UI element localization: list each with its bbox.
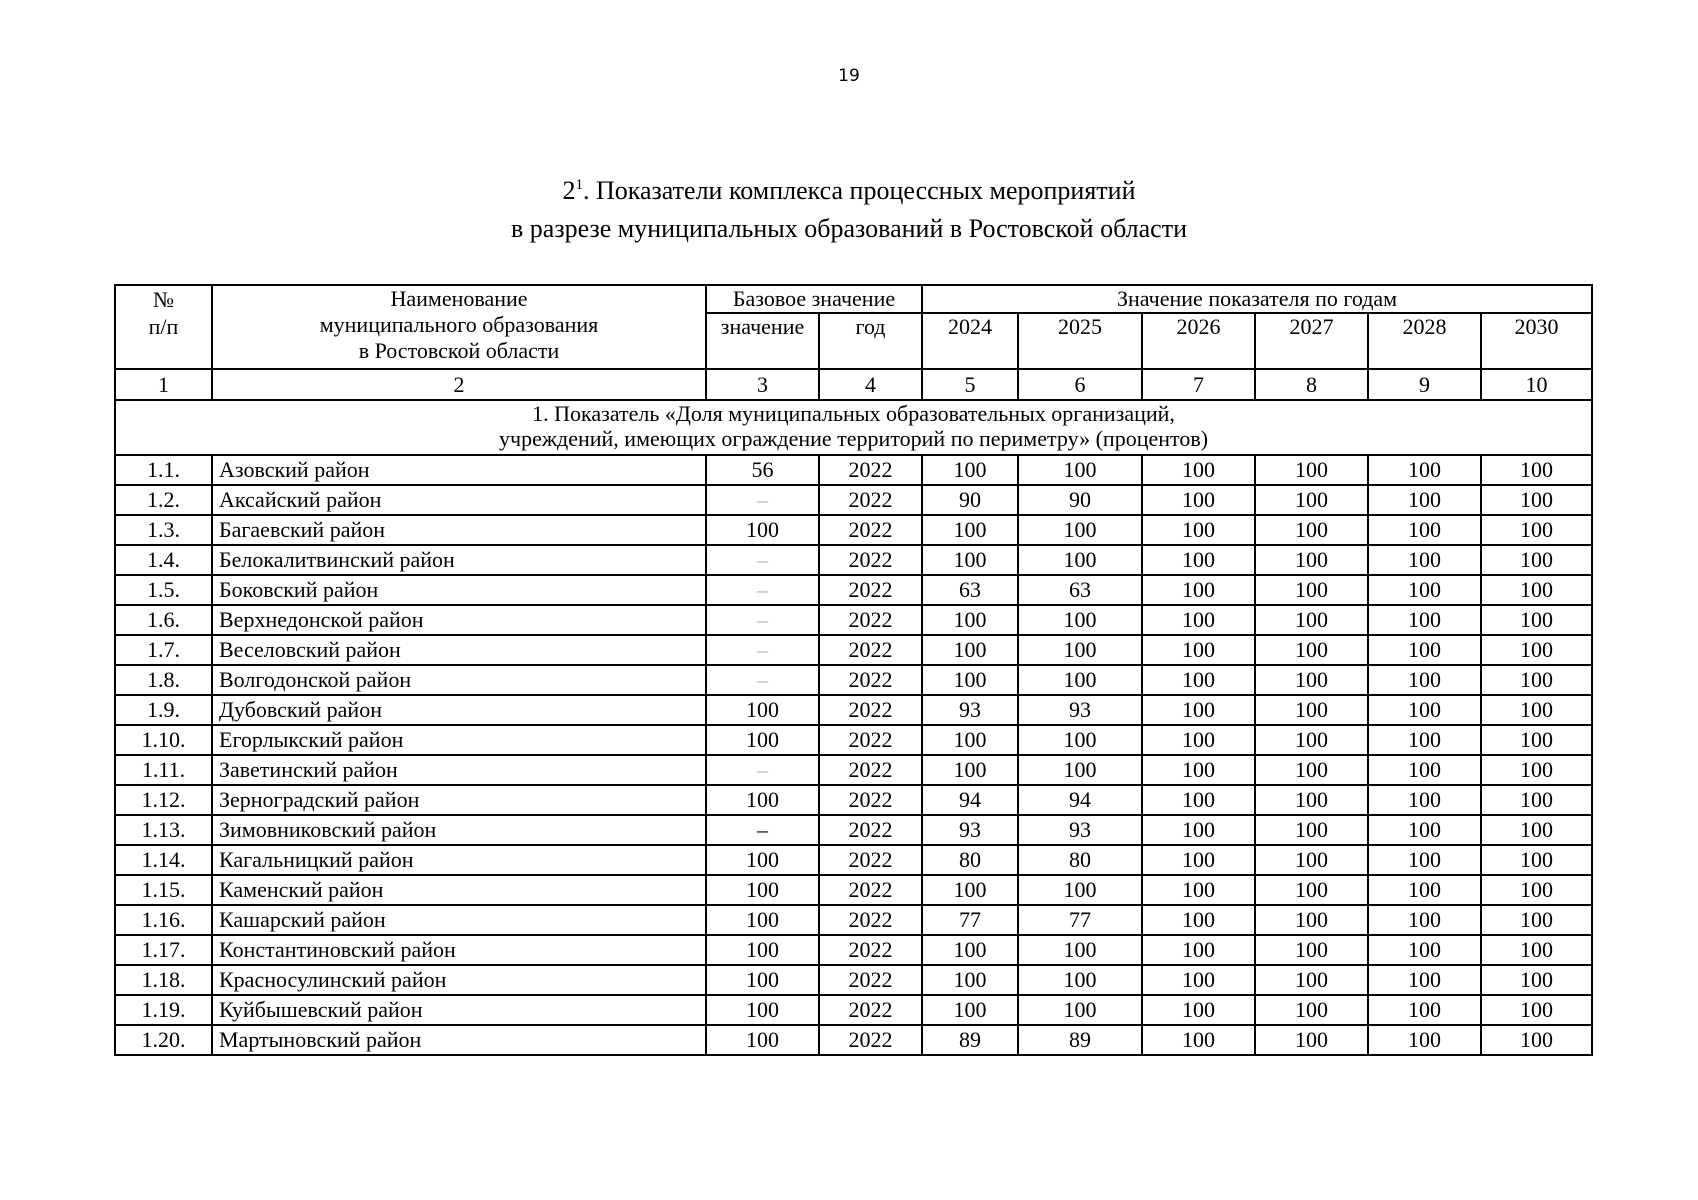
table-row	[115, 485, 1592, 515]
year-value: 63	[922, 575, 1018, 605]
year-value: 100	[1142, 815, 1255, 845]
municipality-name: Веселовский район	[212, 635, 706, 665]
year-value: 100	[1481, 665, 1592, 695]
column-number: 5	[922, 369, 1018, 400]
header-year: 2028	[1368, 313, 1481, 369]
document-title	[0, 172, 1698, 248]
year-value: 100	[1018, 875, 1142, 905]
year-value: 100	[1142, 545, 1255, 575]
year-value: 100	[1255, 695, 1368, 725]
row-number: 1.18.	[115, 965, 212, 995]
year-value: 100	[922, 965, 1018, 995]
column-number: 1	[115, 369, 212, 400]
year-value: 100	[1481, 695, 1592, 725]
year-value: 100	[1255, 905, 1368, 935]
row-number: 1.4.	[115, 545, 212, 575]
header-row-1	[115, 285, 1592, 313]
municipality-name: Константиновский район	[212, 935, 706, 965]
base-year: 2022	[819, 725, 922, 755]
section-row	[115, 400, 1592, 455]
year-value: 93	[922, 815, 1018, 845]
title-prefix: 2	[562, 176, 576, 205]
year-value: 77	[922, 905, 1018, 935]
title-line-1-text: . Показатели комплекса процессных мероприятий	[582, 176, 1136, 205]
municipality-name: Кашарский район	[212, 905, 706, 935]
year-value: 100	[1255, 485, 1368, 515]
row-number: 1.9.	[115, 695, 212, 725]
year-value: 100	[1481, 995, 1592, 1025]
municipality-name: Кагальницкий район	[212, 845, 706, 875]
column-number: 8	[1255, 369, 1368, 400]
year-value: 100	[1368, 1025, 1481, 1055]
year-value: 100	[1142, 635, 1255, 665]
header-name	[212, 285, 706, 369]
year-value: 100	[1481, 965, 1592, 995]
municipality-name: Красносулинский район	[212, 965, 706, 995]
year-value: 100	[1018, 935, 1142, 965]
year-value: 93	[922, 695, 1018, 725]
year-value: 100	[1255, 725, 1368, 755]
year-value: 100	[1481, 1025, 1592, 1055]
year-value: 100	[1481, 515, 1592, 545]
year-value: 100	[1255, 875, 1368, 905]
row-number: 1.2.	[115, 485, 212, 515]
table-row	[115, 995, 1592, 1025]
year-value: 100	[1368, 995, 1481, 1025]
row-number: 1.17.	[115, 935, 212, 965]
base-year: 2022	[819, 635, 922, 665]
base-value: 100	[706, 785, 819, 815]
year-value: 63	[1018, 575, 1142, 605]
base-value: –	[706, 575, 819, 605]
year-value: 100	[922, 665, 1018, 695]
table-row	[115, 635, 1592, 665]
year-value: 100	[1368, 965, 1481, 995]
row-number: 1.20.	[115, 1025, 212, 1055]
base-year: 2022	[819, 875, 922, 905]
year-value: 100	[1368, 725, 1481, 755]
year-value: 100	[1255, 515, 1368, 545]
year-value: 93	[1018, 815, 1142, 845]
table-row	[115, 575, 1592, 605]
base-value: 100	[706, 1025, 819, 1055]
row-number: 1.12.	[115, 785, 212, 815]
column-number: 4	[819, 369, 922, 400]
year-value: 100	[1481, 455, 1592, 485]
header-year: 2026	[1142, 313, 1255, 369]
year-value: 100	[1368, 695, 1481, 725]
year-value: 94	[922, 785, 1018, 815]
table-row	[115, 905, 1592, 935]
year-value: 100	[922, 995, 1018, 1025]
municipality-name: Азовский район	[212, 455, 706, 485]
row-number: 1.1.	[115, 455, 212, 485]
base-year: 2022	[819, 455, 922, 485]
year-value: 100	[1368, 785, 1481, 815]
year-value: 100	[1255, 545, 1368, 575]
table-row	[115, 725, 1592, 755]
column-number: 7	[1142, 369, 1255, 400]
year-value: 100	[1481, 575, 1592, 605]
base-year: 2022	[819, 785, 922, 815]
year-value: 100	[1481, 815, 1592, 845]
year-value: 100	[1142, 575, 1255, 605]
year-value: 100	[1018, 605, 1142, 635]
year-value: 100	[1018, 995, 1142, 1025]
year-value: 100	[1142, 785, 1255, 815]
year-value: 100	[1368, 515, 1481, 545]
section-heading	[115, 400, 1592, 455]
year-value: 100	[1255, 965, 1368, 995]
title-line-1	[0, 172, 1698, 210]
year-value: 100	[1018, 635, 1142, 665]
municipality-name: Верхнедонской район	[212, 605, 706, 635]
municipality-name: Мартыновский район	[212, 1025, 706, 1055]
header-name-line-1: Наименование	[390, 286, 528, 311]
base-value: –	[706, 815, 819, 845]
year-value: 100	[1255, 785, 1368, 815]
row-number: 1.19.	[115, 995, 212, 1025]
municipality-name: Зимовниковский район	[212, 815, 706, 845]
year-value: 100	[1142, 1025, 1255, 1055]
year-value: 100	[1255, 575, 1368, 605]
year-value: 100	[1255, 935, 1368, 965]
year-value: 100	[1142, 995, 1255, 1025]
base-year: 2022	[819, 965, 922, 995]
municipality-name: Каменский район	[212, 875, 706, 905]
base-value: 100	[706, 965, 819, 995]
header-name-line-2: муниципального образования	[319, 312, 599, 337]
year-value: 100	[1255, 815, 1368, 845]
table-row	[115, 845, 1592, 875]
header-base-value: значение	[706, 313, 819, 369]
year-value: 100	[1255, 665, 1368, 695]
year-value: 100	[1018, 545, 1142, 575]
column-number-row	[115, 369, 1592, 400]
table-row	[115, 1025, 1592, 1055]
year-value: 100	[922, 755, 1018, 785]
year-value: 100	[1481, 905, 1592, 935]
year-value: 80	[922, 845, 1018, 875]
year-value: 100	[1142, 725, 1255, 755]
year-value: 100	[1255, 605, 1368, 635]
year-value: 100	[922, 725, 1018, 755]
year-value: 100	[1142, 845, 1255, 875]
year-value: 100	[1368, 815, 1481, 845]
year-value: 100	[1255, 635, 1368, 665]
year-value: 90	[1018, 485, 1142, 515]
year-value: 100	[922, 515, 1018, 545]
year-value: 100	[922, 455, 1018, 485]
year-value: 100	[1142, 905, 1255, 935]
year-value: 100	[1142, 515, 1255, 545]
municipality-name: Егорлыкский район	[212, 725, 706, 755]
column-number: 3	[706, 369, 819, 400]
municipality-name: Белокалитвинский район	[212, 545, 706, 575]
column-number: 2	[212, 369, 706, 400]
base-year: 2022	[819, 845, 922, 875]
year-value: 100	[1368, 935, 1481, 965]
municipality-name: Аксайский район	[212, 485, 706, 515]
header-base: Базовое значение	[706, 285, 922, 313]
year-value: 100	[1018, 755, 1142, 785]
table-row	[115, 755, 1592, 785]
base-value: –	[706, 605, 819, 635]
section-heading-line-2: учреждений, имеющих ограждение территорий по периметру» (процентов)	[499, 426, 1209, 451]
year-value: 100	[1368, 545, 1481, 575]
year-value: 90	[922, 485, 1018, 515]
base-value: 100	[706, 995, 819, 1025]
base-year: 2022	[819, 545, 922, 575]
municipality-name: Дубовский район	[212, 695, 706, 725]
table-row	[115, 605, 1592, 635]
row-number: 1.8.	[115, 665, 212, 695]
header-name-line-3: в Ростовской области	[358, 338, 560, 363]
table-row	[115, 515, 1592, 545]
base-year: 2022	[819, 605, 922, 635]
base-year: 2022	[819, 995, 922, 1025]
year-value: 100	[1481, 845, 1592, 875]
row-number: 1.6.	[115, 605, 212, 635]
column-number: 6	[1018, 369, 1142, 400]
year-value: 100	[1368, 905, 1481, 935]
year-value: 100	[1142, 485, 1255, 515]
year-value: 100	[922, 605, 1018, 635]
year-value: 100	[1018, 515, 1142, 545]
base-value: 100	[706, 905, 819, 935]
header-year: 2024	[922, 313, 1018, 369]
year-value: 100	[1368, 875, 1481, 905]
municipality-name: Зерноградский район	[212, 785, 706, 815]
table-row	[115, 935, 1592, 965]
title-line-2: в разрезе муниципальных образований в Ростовской области	[511, 214, 1187, 243]
year-value: 100	[1142, 665, 1255, 695]
year-value: 77	[1018, 905, 1142, 935]
year-value: 100	[1368, 755, 1481, 785]
base-value: 56	[706, 455, 819, 485]
base-value: –	[706, 635, 819, 665]
row-number: 1.3.	[115, 515, 212, 545]
header-years-title: Значение показателя по годам	[922, 285, 1592, 313]
year-value: 100	[1142, 755, 1255, 785]
year-value: 100	[922, 635, 1018, 665]
base-year: 2022	[819, 815, 922, 845]
table-row	[115, 455, 1592, 485]
indicators-table	[114, 284, 1593, 1056]
year-value: 100	[922, 545, 1018, 575]
year-value: 100	[1368, 635, 1481, 665]
year-value: 93	[1018, 695, 1142, 725]
row-number: 1.7.	[115, 635, 212, 665]
year-value: 100	[1255, 845, 1368, 875]
year-value: 80	[1018, 845, 1142, 875]
year-value: 100	[1368, 845, 1481, 875]
table-row	[115, 665, 1592, 695]
base-value: –	[706, 545, 819, 575]
year-value: 100	[1481, 725, 1592, 755]
row-number: 1.11.	[115, 755, 212, 785]
base-value: 100	[706, 845, 819, 875]
row-number: 1.16.	[115, 905, 212, 935]
year-value: 89	[1018, 1025, 1142, 1055]
base-value: 100	[706, 515, 819, 545]
year-value: 100	[1481, 935, 1592, 965]
year-value: 100	[1481, 545, 1592, 575]
year-value: 94	[1018, 785, 1142, 815]
municipality-name: Куйбышевский район	[212, 995, 706, 1025]
year-value: 89	[922, 1025, 1018, 1055]
year-value: 100	[1481, 785, 1592, 815]
base-value: 100	[706, 695, 819, 725]
year-value: 100	[1018, 965, 1142, 995]
base-value: –	[706, 665, 819, 695]
base-value: 100	[706, 935, 819, 965]
year-value: 100	[1142, 455, 1255, 485]
year-value: 100	[1368, 485, 1481, 515]
header-year: 2027	[1255, 313, 1368, 369]
table-row	[115, 545, 1592, 575]
base-year: 2022	[819, 1025, 922, 1055]
year-value: 100	[922, 935, 1018, 965]
year-value: 100	[1368, 455, 1481, 485]
municipality-name: Заветинский район	[212, 755, 706, 785]
year-value: 100	[1368, 605, 1481, 635]
year-value: 100	[1255, 455, 1368, 485]
row-number: 1.5.	[115, 575, 212, 605]
year-value: 100	[1481, 635, 1592, 665]
base-year: 2022	[819, 935, 922, 965]
base-year: 2022	[819, 575, 922, 605]
column-number: 10	[1481, 369, 1592, 400]
header-year: 2030	[1481, 313, 1592, 369]
header-base-year: год	[819, 313, 922, 369]
table-row	[115, 965, 1592, 995]
year-value: 100	[1018, 665, 1142, 695]
section-heading-line-1: 1. Показатель «Доля муниципальных образовательных организаций,	[532, 401, 1175, 426]
year-value: 100	[1142, 935, 1255, 965]
row-number: 1.14.	[115, 845, 212, 875]
row-number: 1.13.	[115, 815, 212, 845]
year-value: 100	[1018, 455, 1142, 485]
year-value: 100	[1368, 575, 1481, 605]
year-value: 100	[1481, 485, 1592, 515]
year-value: 100	[1255, 1025, 1368, 1055]
title-superscript: 1	[575, 177, 583, 193]
base-year: 2022	[819, 485, 922, 515]
year-value: 100	[1481, 875, 1592, 905]
row-number: 1.10.	[115, 725, 212, 755]
year-value: 100	[1142, 605, 1255, 635]
base-value: 100	[706, 875, 819, 905]
base-value: 100	[706, 725, 819, 755]
page-number: 19	[838, 66, 860, 86]
year-value: 100	[1142, 965, 1255, 995]
table-row	[115, 695, 1592, 725]
header-number-line-2: п/п	[148, 314, 179, 339]
year-value: 100	[922, 875, 1018, 905]
year-value: 100	[1018, 725, 1142, 755]
base-value: –	[706, 485, 819, 515]
column-number: 9	[1368, 369, 1481, 400]
base-year: 2022	[819, 905, 922, 935]
base-year: 2022	[819, 755, 922, 785]
header-year: 2025	[1018, 313, 1142, 369]
table-row	[115, 875, 1592, 905]
year-value: 100	[1368, 665, 1481, 695]
table-row	[115, 785, 1592, 815]
year-value: 100	[1255, 995, 1368, 1025]
header-number	[115, 285, 212, 369]
header-number-line-1: №	[153, 287, 174, 312]
municipality-name: Боковский район	[212, 575, 706, 605]
base-year: 2022	[819, 695, 922, 725]
year-value: 100	[1142, 695, 1255, 725]
year-value: 100	[1255, 755, 1368, 785]
year-value: 100	[1142, 875, 1255, 905]
year-value: 100	[1481, 755, 1592, 785]
municipality-name: Волгодонской район	[212, 665, 706, 695]
row-number: 1.15.	[115, 875, 212, 905]
year-value: 100	[1481, 605, 1592, 635]
base-year: 2022	[819, 665, 922, 695]
table-row	[115, 815, 1592, 845]
base-year: 2022	[819, 515, 922, 545]
municipality-name: Багаевский район	[212, 515, 706, 545]
base-value: –	[706, 755, 819, 785]
